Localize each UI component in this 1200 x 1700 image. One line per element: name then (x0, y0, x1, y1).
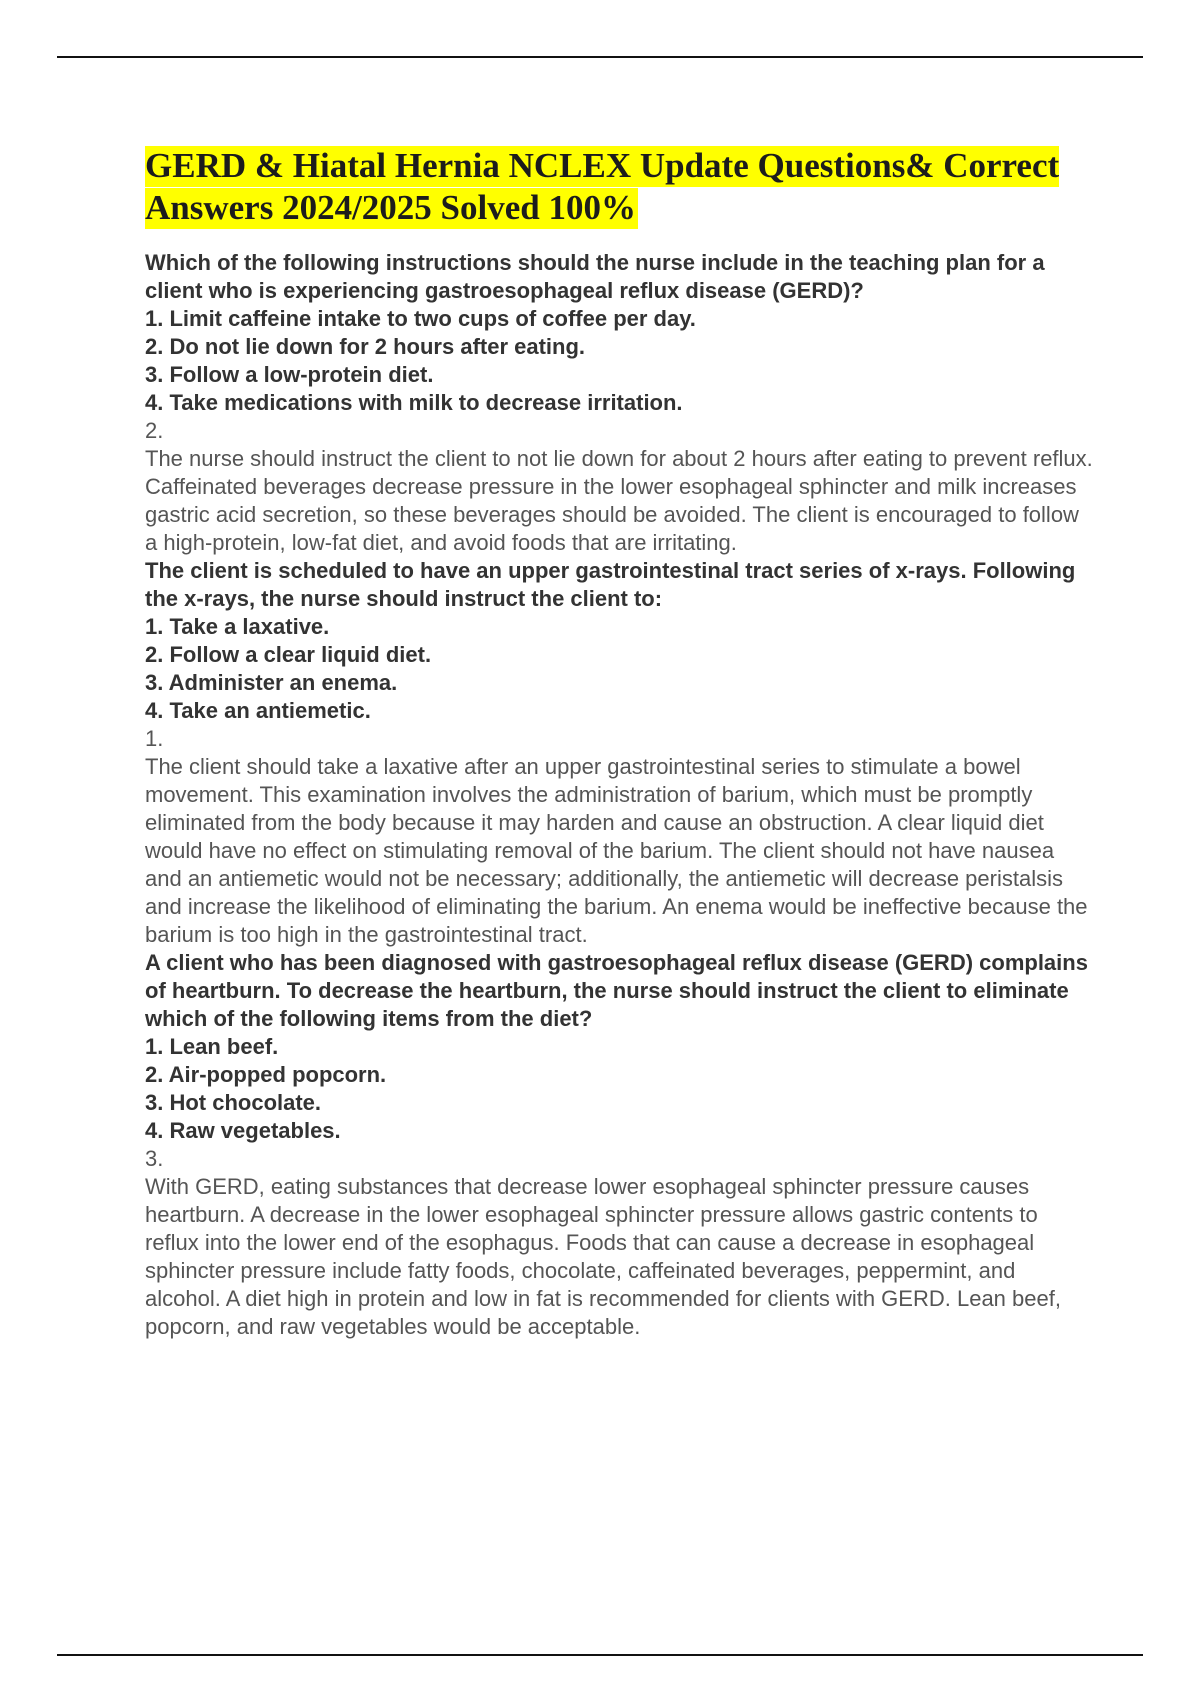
document-body (145, 145, 1095, 1341)
question-block-1 (145, 249, 1095, 557)
option-1: 1. Take a laxative. (145, 614, 330, 639)
document-title (145, 145, 1095, 229)
top-rule (57, 56, 1143, 58)
question-block-3 (145, 949, 1095, 1341)
question-block-2 (145, 557, 1095, 949)
option-3: 3. Hot chocolate. (145, 1090, 322, 1115)
answer-text: 3. (145, 1146, 164, 1171)
answer-text: 2. (145, 418, 164, 443)
option-1: 1. Lean beef. (145, 1034, 279, 1059)
option-4: 4. Take an antiemetic. (145, 698, 371, 723)
option-list (145, 305, 1095, 417)
question-text: Which of the following instructions should the nurse include in the teaching plan for a client who is experiencing gastroesophageal reflux disease (GERD)? (145, 250, 1045, 303)
option-list (145, 1033, 1095, 1145)
option-4: 4. Take medications with milk to decrease irritation. (145, 390, 683, 415)
title-highlight: GERD & Hiatal Hernia NCLEX Update Questions& Correct Answers 2024/2025 Solved 100% (145, 146, 1060, 227)
answer-text: 1. (145, 726, 164, 751)
option-2: 2. Follow a clear liquid diet. (145, 642, 432, 667)
rationale-text: The client should take a laxative after an upper gastrointestinal series to stimulate a bowel movement. This examination involves the administration of barium, which must be promptly eliminated from the body because it may harden and cause an obstruction. A clear liquid diet would have no effect on stimulating removal of the barium. The client should not have nausea and an antiemetic would not be necessary; additionally, the antiemetic will decrease peristalsis and increase the likelihood of eliminating the barium. An enema would be ineffective because the barium is too high in the gastrointestinal tract. (145, 754, 1088, 947)
rationale-text: With GERD, eating substances that decrease lower esophageal sphincter pressure causes heartburn. A decrease in the lower esophageal sphincter pressure allows gastric contents to reflux into the lower end of the esophagus. Foods that can cause a decrease in esophageal sphincter pressure include fatty foods, chocolate, caffeinated beverages, peppermint, and alcohol. A diet high in protein and low in fat is recommended for clients with GERD. Lean beef, popcorn, and raw vegetables would be acceptable. (145, 1174, 1061, 1339)
option-2: 2. Air-popped popcorn. (145, 1062, 387, 1087)
question-text: A client who has been diagnosed with gastroesophageal reflux disease (GERD) complains of heartburn. To decrease the heartburn, the nurse should instruct the client to eliminate which of the following items from the diet? (145, 950, 1088, 1031)
option-3: 3. Administer an enema. (145, 670, 398, 695)
option-list (145, 613, 1095, 725)
option-4: 4. Raw vegetables. (145, 1118, 341, 1143)
option-3: 3. Follow a low-protein diet. (145, 362, 434, 387)
rationale-text: The nurse should instruct the client to not lie down for about 2 hours after eating to prevent reflux. Caffeinated beverages decrease pressure in the lower esophageal sphincter and milk increases gastric acid secretion, so these beverages should be avoided. The client is encouraged to follow a high-protein, low-fat diet, and avoid foods that are irritating. (145, 446, 1093, 555)
option-2: 2. Do not lie down for 2 hours after eating. (145, 334, 586, 359)
option-1: 1. Limit caffeine intake to two cups of coffee per day. (145, 306, 696, 331)
question-text: The client is scheduled to have an upper gastrointestinal tract series of x-rays. Following the x-rays, the nurse should instruct the client to: (145, 558, 1076, 611)
bottom-rule (57, 1654, 1143, 1656)
